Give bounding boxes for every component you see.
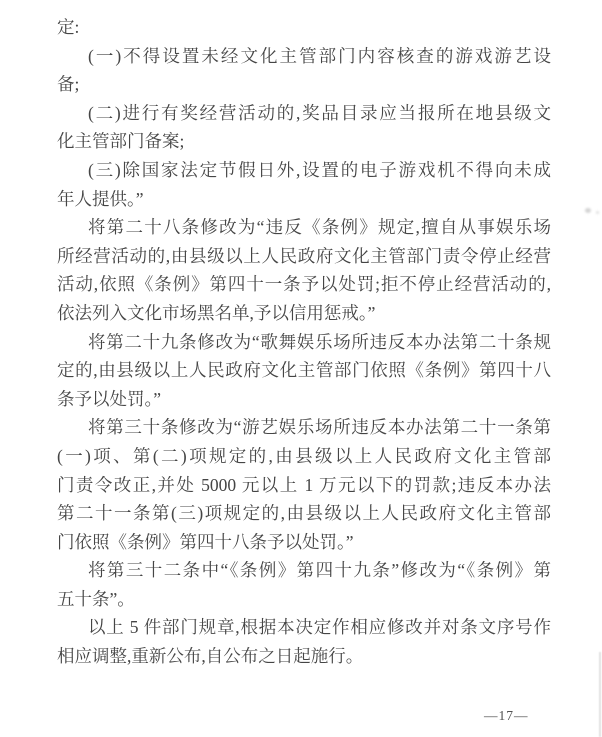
text-line: 备; <box>57 74 80 95</box>
text-line: 门依照《条例》第四十八条予以处罚。” <box>57 531 354 552</box>
text-line: 活动,依照《条例》第四十一条予以处罚;拒不停止经营活动的, <box>57 274 551 295</box>
text-line: (二)进行有奖经营活动的,奖品目录应当报所在地县级文 <box>88 102 551 123</box>
text-line: 定的,由县级以上人民政府文化主管部门依照《条例》第四十八 <box>57 360 551 381</box>
text-line: 五十条”。 <box>57 588 135 609</box>
scan-edge-shadow <box>599 652 601 737</box>
text-line: 将第二十九条修改为“歌舞娱乐场所违反本办法第二十条规 <box>88 331 551 352</box>
text-line: (一)项、第(二)项规定的,由县级以上人民政府文化主管部 <box>57 445 551 466</box>
text-line: 依法列入文化市场黑名单,予以信用惩戒。” <box>57 302 376 323</box>
page-number: —17— <box>484 708 529 723</box>
text-line: 相应调整,重新公布,自公布之日起施行。 <box>57 646 364 667</box>
text-line: 门责令改正,并处 5000 元以上 1 万元以下的罚款;违反本办法 <box>57 474 551 495</box>
text-line: 年人提供。” <box>57 188 144 209</box>
scan-speck <box>596 211 599 214</box>
scan-speck <box>585 208 591 213</box>
text-line: (一)不得设置未经文化主管部门内容核查的游戏游艺设 <box>88 45 551 66</box>
text-line: 将第三十二条中“《条例》第四十九条”修改为“《条例》第 <box>88 560 551 581</box>
text-line: 第二十一条第(三)项规定的,由县级以上人民政府文化主管部 <box>57 503 551 524</box>
text-line: 将第三十条修改为“游艺娱乐场所违反本办法第二十一条第 <box>88 417 551 438</box>
text-line: 以上 5 件部门规章,根据本决定作相应修改并对条文序号作 <box>88 617 551 638</box>
body-text <box>57 13 551 671</box>
text-line: 条予以处罚。” <box>57 388 162 409</box>
text-line: (三)除国家法定节假日外,设置的电子游戏机不得向未成 <box>88 159 551 180</box>
text-line: 化主管部门备案; <box>57 131 185 152</box>
text-line: 定: <box>57 17 80 37</box>
text-line: 将第二十八条修改为“违反《条例》规定,擅自从事娱乐场 <box>88 217 551 238</box>
text-line: 所经营活动的,由县级以上人民政府文化主管部门责令停止经营 <box>57 245 551 266</box>
